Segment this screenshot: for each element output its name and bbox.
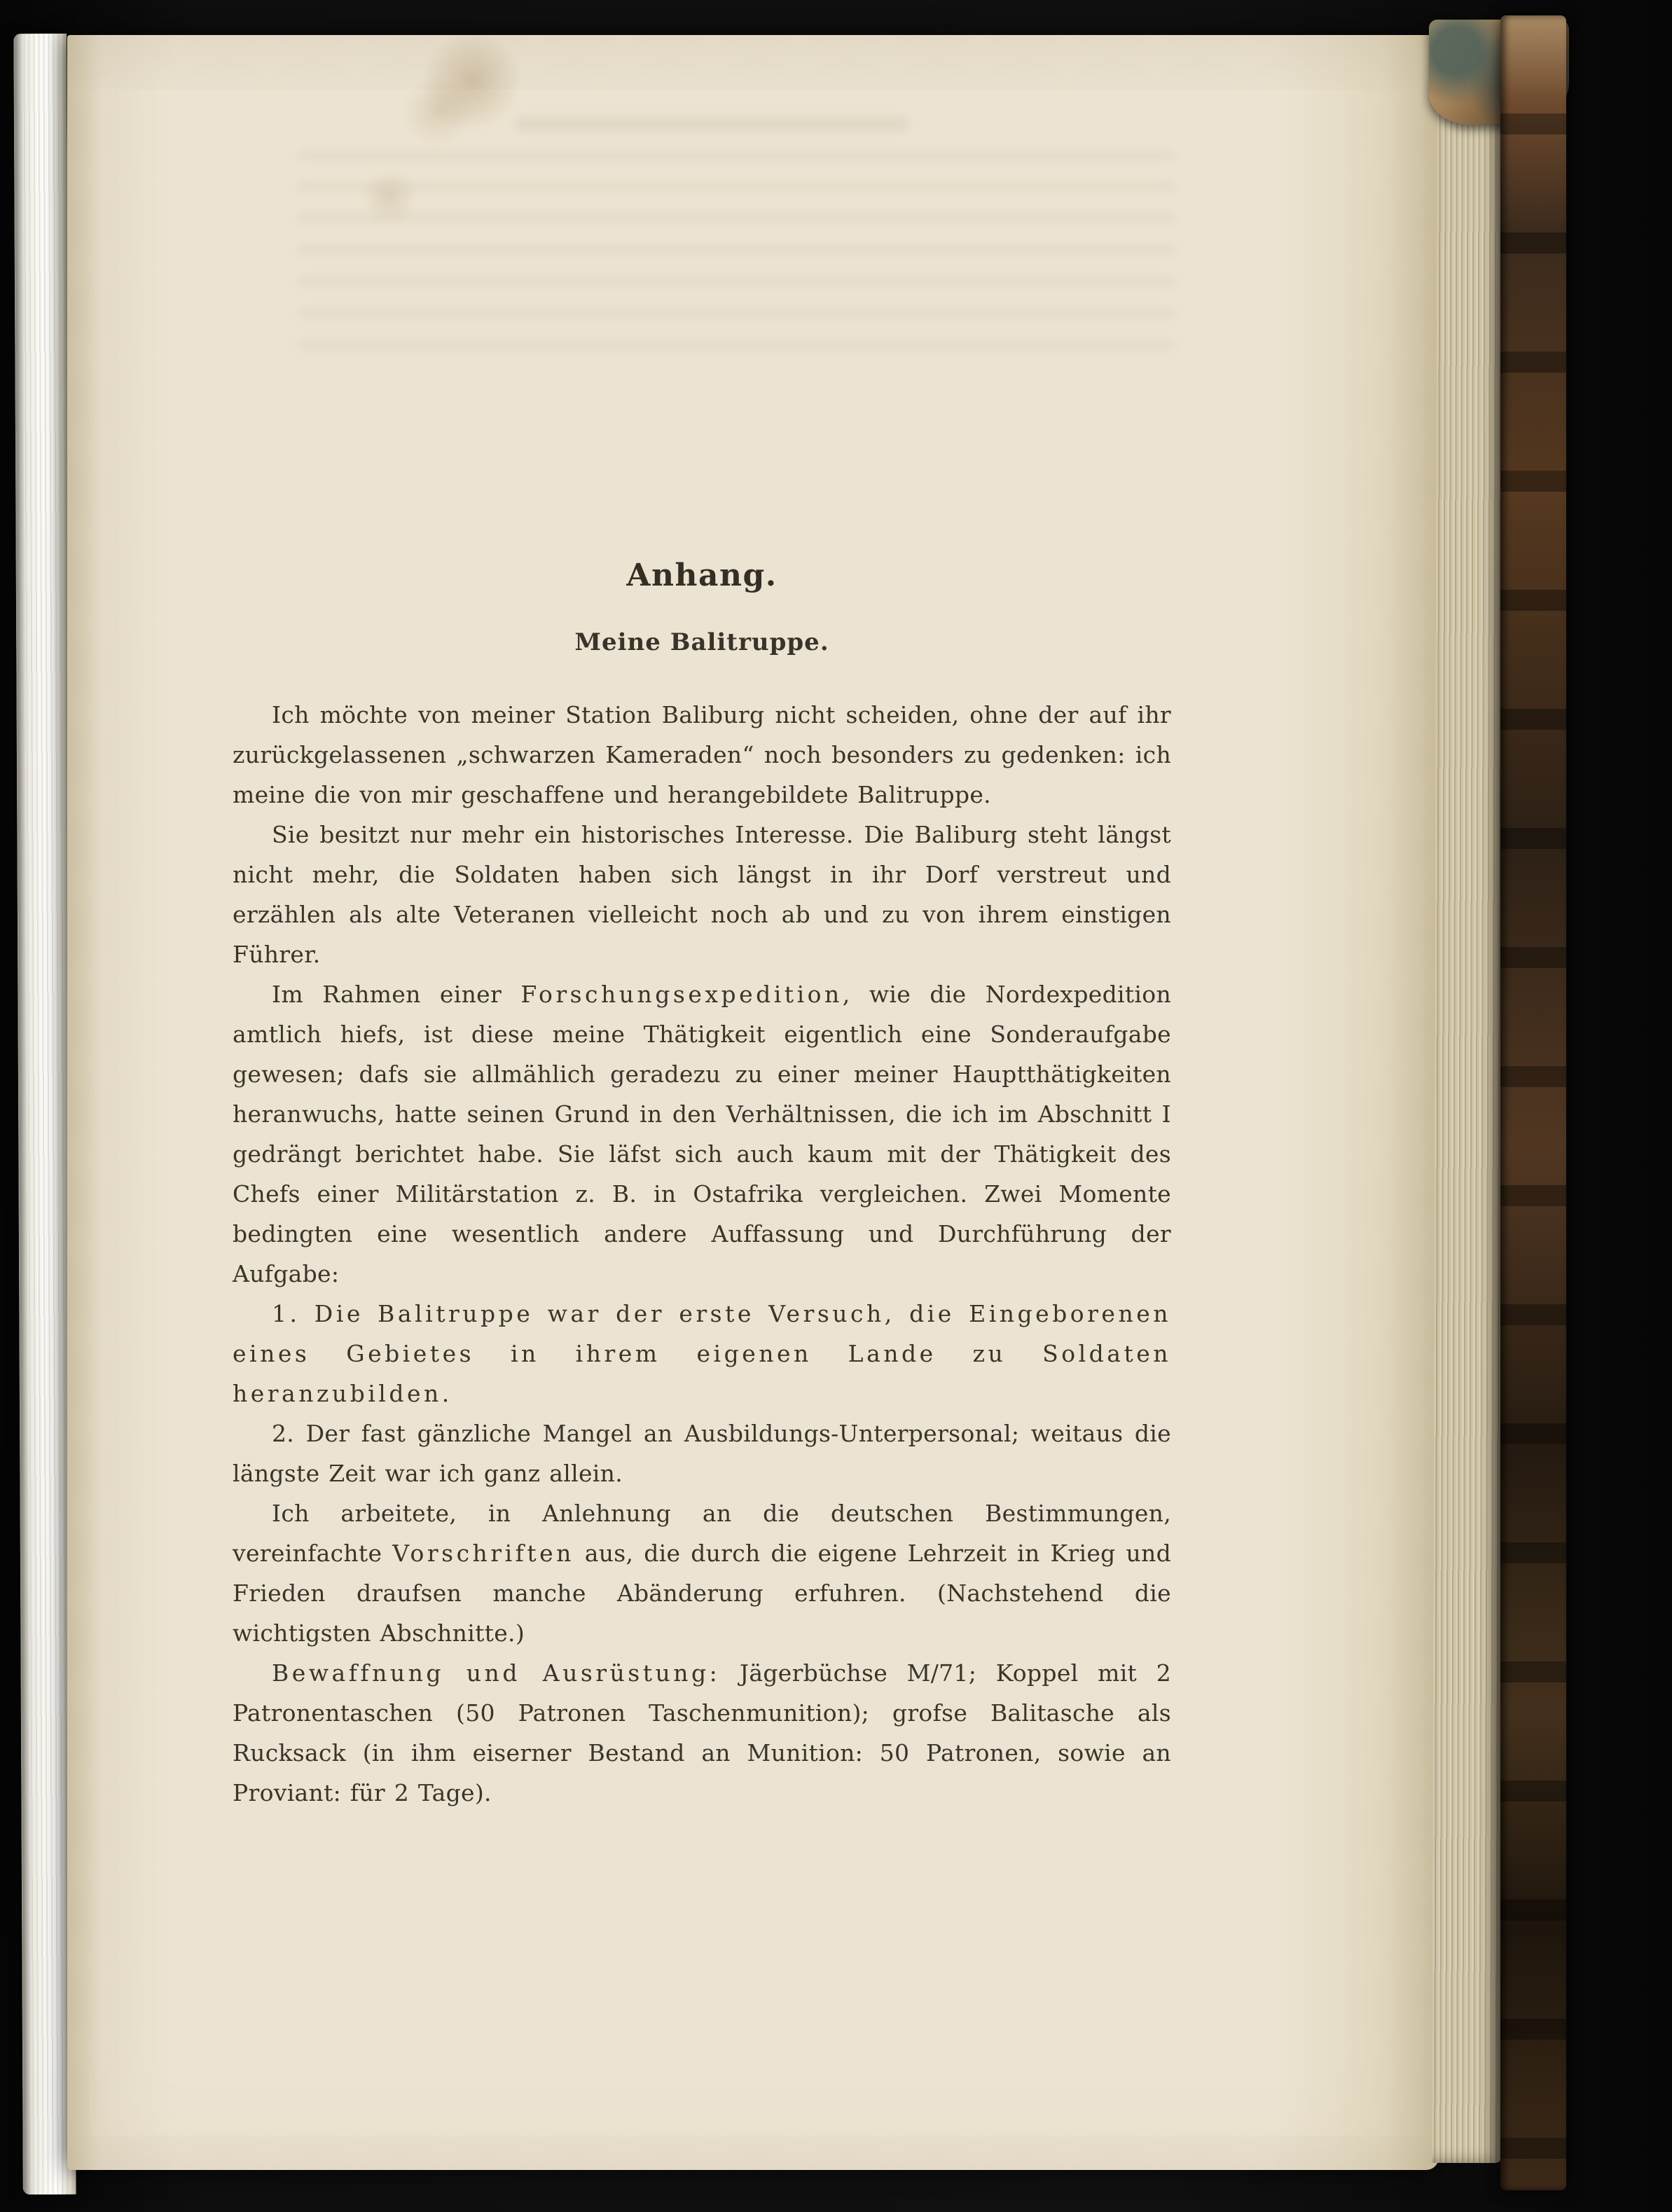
paragraph — [233, 1493, 1171, 1653]
page-text-block — [233, 558, 1171, 1813]
emphasized-text: Vorschriften — [392, 1539, 574, 1567]
paragraph — [233, 695, 1171, 815]
verso-show-through — [298, 151, 1174, 361]
paragraph-text: Sie besitzt nur mehr ein historisches Interesse. Die Baliburg steht längst nicht mehr, die Soldaten haben sich längst in ihr Dorf verstreut und erzählen als alte Veteranen vielleicht noch ab und zu von ihrem einstigen Führer. — [233, 820, 1171, 968]
paragraph — [233, 1653, 1171, 1813]
book-page — [67, 35, 1439, 2170]
paragraph — [233, 815, 1171, 974]
right-page-edges — [1432, 41, 1507, 2163]
numbered-item — [233, 1294, 1171, 1413]
paragraph-text: Jägerbüchse M/71; Koppel mit 2 Patronentaschen (50 Patronen Taschenmunition); grofse Balitasche als Rucksack (in ihm eiserner Bestand an Munition: 50 Patronen, sowie an Proviant: für 2 Tage). — [233, 1659, 1171, 1806]
emphasized-text: Forschungsexpedition — [520, 980, 843, 1008]
paragraph-text: Ich arbeitete, in Anlehnung an die deutschen Bestimmungen, vereinfachte — [233, 1499, 1171, 1567]
page-heading: Anhang. — [626, 558, 778, 593]
paragraph-text: Ich möchte von meiner Station Baliburg nicht scheiden, ohne der auf ihr zurückgelassenen „schwarzen Kameraden“ noch besonders zu gedenken: ich meine die von mir geschaffene und herangebildete Balitruppe. — [233, 700, 1171, 808]
book-cover-edge — [1500, 15, 1566, 2190]
paragraph-text: 1. Die Balitruppe war der erste Versuch, die Eingeborenen eines Gebietes in ihrem eigenen Lande zu Soldaten heranzubilden. — [233, 1299, 1171, 1407]
verso-show-through-header — [516, 118, 908, 130]
paragraph — [233, 974, 1171, 1294]
paragraph-text: , wie die Nordexpedition amtlich hiefs, ist diese meine Thätigkeit eigentlich eine Sonderaufgabe gewesen; dafs sie allmählich geradezu zu einer meiner Hauptthätigkeiten heranwuchs, hatte seinen Grund in den Verhältnissen, die ich im Abschnitt I gedrängt berichtet habe. Sie läfst sich auch kaum mit der Thätigkeit des Chefs einer Militärstation z. B. in Ostafrika vergleichen. Zwei Momente bedingten eine wesentlich andere Auffassung und Durchführung der Aufgabe: — [233, 980, 1171, 1287]
paragraph-text: 2. Der fast gänzliche Mangel an Ausbildungs-Unterpersonal; weitaus die längste Zeit war ich ganz allein. — [233, 1419, 1171, 1487]
emphasized-text: Bewaffnung und Ausrüstung: — [272, 1659, 721, 1687]
paragraph-text: aus, die durch die eigene Lehrzeit in Krieg und Frieden draufsen manche Abänderung erfuhren. (Nachstehend die wichtigsten Abschnitte.) — [233, 1539, 1171, 1647]
numbered-item — [233, 1413, 1171, 1493]
page-subheading: Meine Balitruppe. — [574, 628, 829, 656]
paragraph-text: Im Rahmen einer — [272, 980, 521, 1008]
